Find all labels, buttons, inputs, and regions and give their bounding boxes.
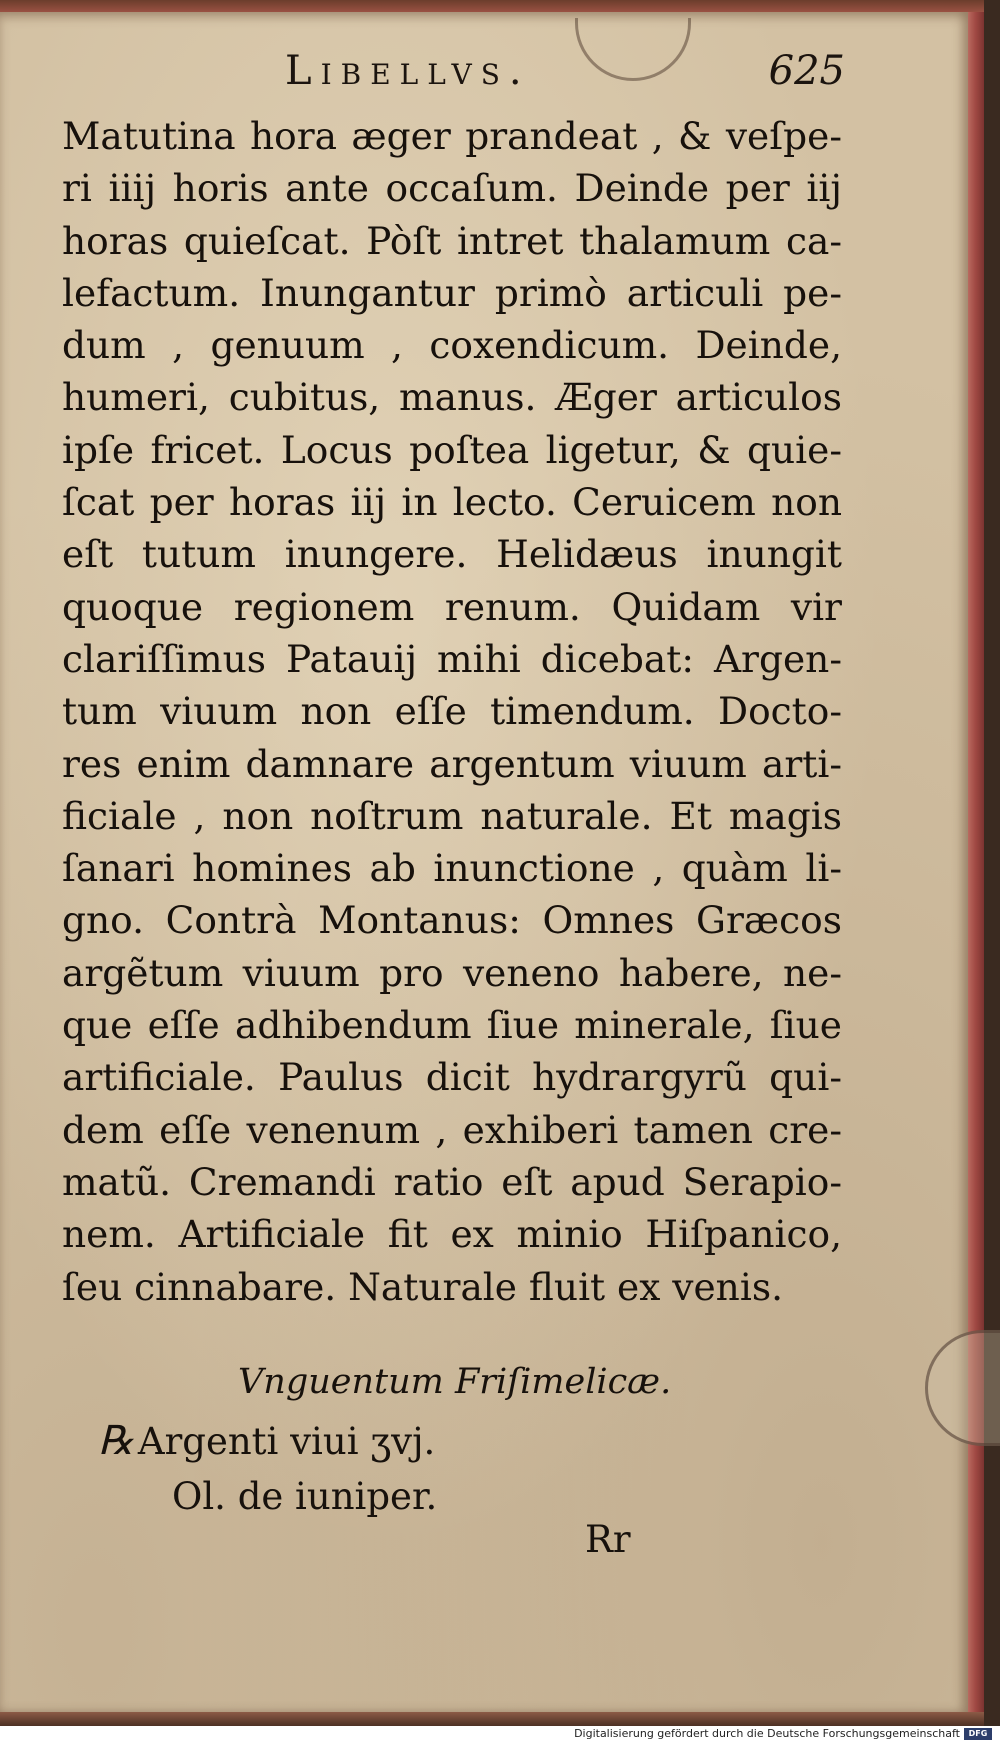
dfg-logo: DFG	[964, 1728, 992, 1740]
text-line: dum , genuum , coxendicum. Deinde,	[62, 323, 842, 368]
text-line: ſanari homines ab inunctione , quàm li-	[62, 846, 842, 891]
footer-credit: Digitalisierung gefördert durch die Deutsche Forschungsgemeinschaft	[574, 1727, 960, 1740]
ingredient-text: Argenti viui ʒvj.	[137, 1420, 436, 1463]
book-cover-edge	[984, 0, 1000, 1742]
text-line: gno. Contrà Montanus: Omnes Græcos	[62, 898, 842, 943]
text-line: ficiale , non noſtrum naturale. Et magis	[62, 793, 842, 838]
running-header	[285, 48, 845, 98]
catchword: Rr	[585, 1518, 631, 1561]
text-line: ſcat per horas iij in lecto. Ceruicem non	[62, 480, 842, 525]
body-text	[62, 110, 842, 1313]
text-line: matũ. Cremandi ratio eſt apud Serapio-	[62, 1159, 842, 1204]
book-bottom-edge	[0, 1712, 984, 1726]
text-line: que eſſe adhibendum ſiue minerale, ſiue	[62, 1003, 842, 1048]
text-line: quoque regionem renum. Quidam vir	[62, 584, 842, 629]
page-red-edge	[968, 12, 984, 1712]
text-line: ipſe fricet. Locus poſtea ligetur, & quie-	[62, 427, 842, 472]
recipe-ingredient: Ol. de iuniper.	[172, 1475, 438, 1518]
recipe-ingredient	[98, 1418, 435, 1464]
text-line: ri iiij horis ante occaſum. Deinde per iij	[62, 166, 842, 211]
digitization-footer	[0, 1726, 1000, 1742]
text-line: ſeu cinnabare. Naturale fluit ex venis.	[62, 1264, 783, 1309]
text-line: Matutina hora æger prandeat , & veſpe-	[62, 114, 842, 158]
text-line: lefactum. Inungantur primò articuli pe-	[62, 270, 842, 315]
text-line: dem eſſe venenum , exhiberi tamen cre-	[62, 1107, 842, 1152]
text-line: artificiale. Paulus dicit hydrargyrũ qui-	[62, 1055, 842, 1100]
text-line: argẽtum viuum pro veneno habere, ne-	[62, 950, 842, 995]
text-line: tum viuum non eſſe timendum. Docto-	[62, 689, 842, 734]
text-line: horas quieſcat. Pòſt intret thalamum ca-	[62, 218, 842, 263]
text-line: res enim damnare argentum viuum arti-	[62, 741, 842, 786]
running-title: Libellvs.	[285, 48, 531, 94]
text-line: clariſſimus Patauij mihi dicebat: Argen-	[62, 636, 842, 681]
text-line: nem. Artificiale fit ex minio Hiſpanico,	[62, 1212, 842, 1257]
page-number: 625	[768, 48, 845, 94]
text-line: humeri, cubitus, manus. Æger articulos	[62, 375, 842, 420]
recipe-symbol: ℞	[98, 1418, 134, 1464]
text-line: eſt tutum inungere. Helidæus inungit	[62, 532, 842, 577]
recipe-title: Vnguentum Friſimelicæ.	[238, 1362, 672, 1402]
